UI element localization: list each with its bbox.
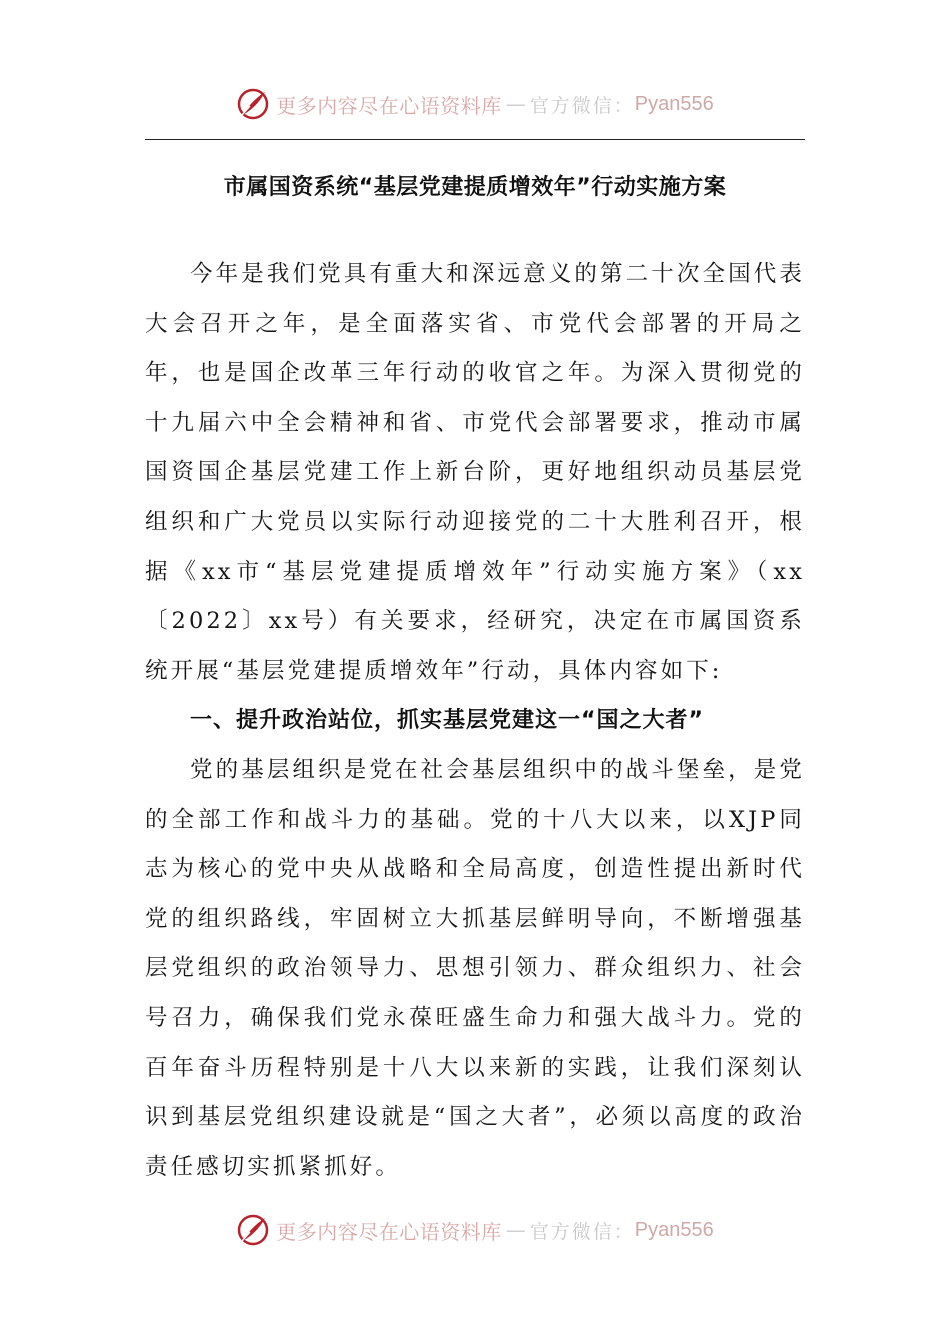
header-rule [145,139,805,140]
watermark-label: 官方微信： [529,94,635,117]
header-watermark [0,84,950,124]
watermark-id: Pyan556 [634,92,714,115]
watermark-text: 更多内容尽在心语资料库 [276,1219,502,1244]
document-body [145,250,805,1192]
watermark-text: 更多内容尽在心语资料库 [276,93,502,118]
document-title: 市属国资系统“基层党建提质增效年”行动实施方案 [223,175,727,200]
watermark-id: Pyan556 [634,1218,714,1241]
section-1-paragraph: 党的基层组织是党在社会基层组织中的战斗堡垒，是党的全部工作和战斗力的基础。党的十八大以来，以XJP同志为核心的党中央从战略和全局高度，创造性提出新时代党的组织路线，牢固树立大抓基层鲜明导向，不断增强基层党组织的政治领导力、思想引领力、群众组织力、社会号召力，确保我们党永葆旺盛生命力和强大战斗力。党的百年奋斗历程特别是十八大以来新的实践，让我们深刻认识到基层党组织建设就是“国之大者”，必须以高度的政治责任感切实抓紧抓好。 [145,756,805,1180]
watermark-dash: — [505,1218,526,1242]
section-1-heading: 一、提升政治站位，抓实基层党建这一“国之大者” [190,708,704,734]
intro-paragraph: 今年是我们党具有重大和深远意义的第二十次全国代表大会召开之年，是全面落实省、市党代会部署的开局之年，也是国企改革三年行动的收官之年。为深入贯彻党的十九届六中全会精神和省、市党代会部署要求，推动市属国资国企基层党建工作上新台阶，更好地组织动员基层党组织和广大党员以实际行动迎接党的二十大胜利召开，根据《xx市“基层党建提质增效年”行动实施方案》（xx〔2022〕xx号）有关要求，经研究，决定在市属国资系统开展“基层党建提质增效年”行动，具体内容如下: [145,261,805,684]
watermark-dash: — [505,92,526,116]
footer-watermark [0,1210,950,1250]
quill-logo-icon [236,87,270,121]
watermark-label: 官方微信： [529,1220,635,1243]
quill-logo-icon [236,1213,270,1247]
